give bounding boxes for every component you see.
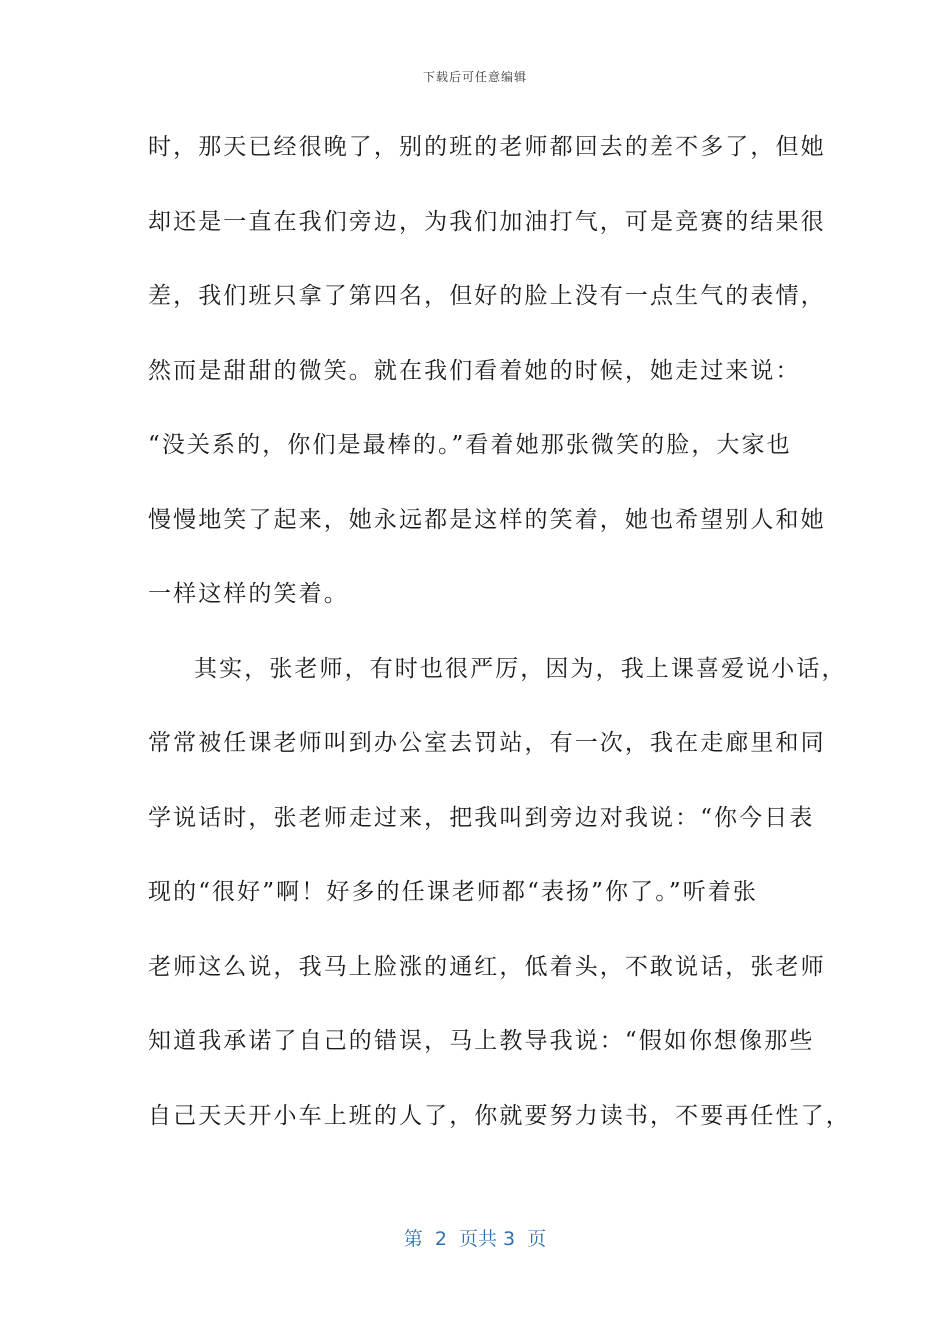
text-line: 自己天天开小车上班的人了，你就要努力读书，不要再任性了， — [148, 1102, 851, 1129]
text-line: 慢慢地笑了起来，她永远都是这样的笑着，她也希望别人和她 — [148, 506, 826, 533]
text-line: 一样这样的笑着。 — [148, 581, 349, 607]
text-line: 常常被任课老师叫到办公室去罚站，有一次，我在走廊里和同 — [148, 730, 826, 756]
text-line: 学说话时，张老师走过来，把我叫到旁边对我说：“你今日表 — [148, 804, 815, 831]
text-line: “没关系的，你们是最棒的。”看着她那张微笑的脸，大家也 — [148, 432, 792, 458]
page-number-footer: 第 2 页共 3 页 — [403, 1228, 547, 1250]
header-note: 下载后可任意编辑 — [422, 70, 527, 84]
text-line: 知道我承诺了自己的错误，马上教导我说：“假如你想像那些 — [148, 1028, 815, 1054]
text-line: 差，我们班只拿了第四名，但好的脸上没有一点生气的表情， — [148, 283, 826, 309]
text-line: 却还是一直在我们旁边，为我们加油打气，可是竞赛的结果很 — [148, 208, 826, 235]
text-line: 然而是甜甜的微笑。就在我们看着她的时候，她走过来说： — [148, 357, 801, 384]
paragraph-start-line: 其实，张老师，有时也很严厉，因为，我上课喜爱说小话， — [194, 655, 847, 682]
text-line: 现的“很好”啊！好多的任课老师都“表扬”你了。”听着张 — [148, 879, 758, 905]
text-line: 时，那天已经很晚了，别的班的老师都回去的差不多了，但她 — [148, 134, 826, 160]
text-line: 老师这么说，我马上脸涨的通红，低着头，不敢说话，张老师 — [148, 953, 826, 980]
body-text — [148, 122, 851, 1165]
